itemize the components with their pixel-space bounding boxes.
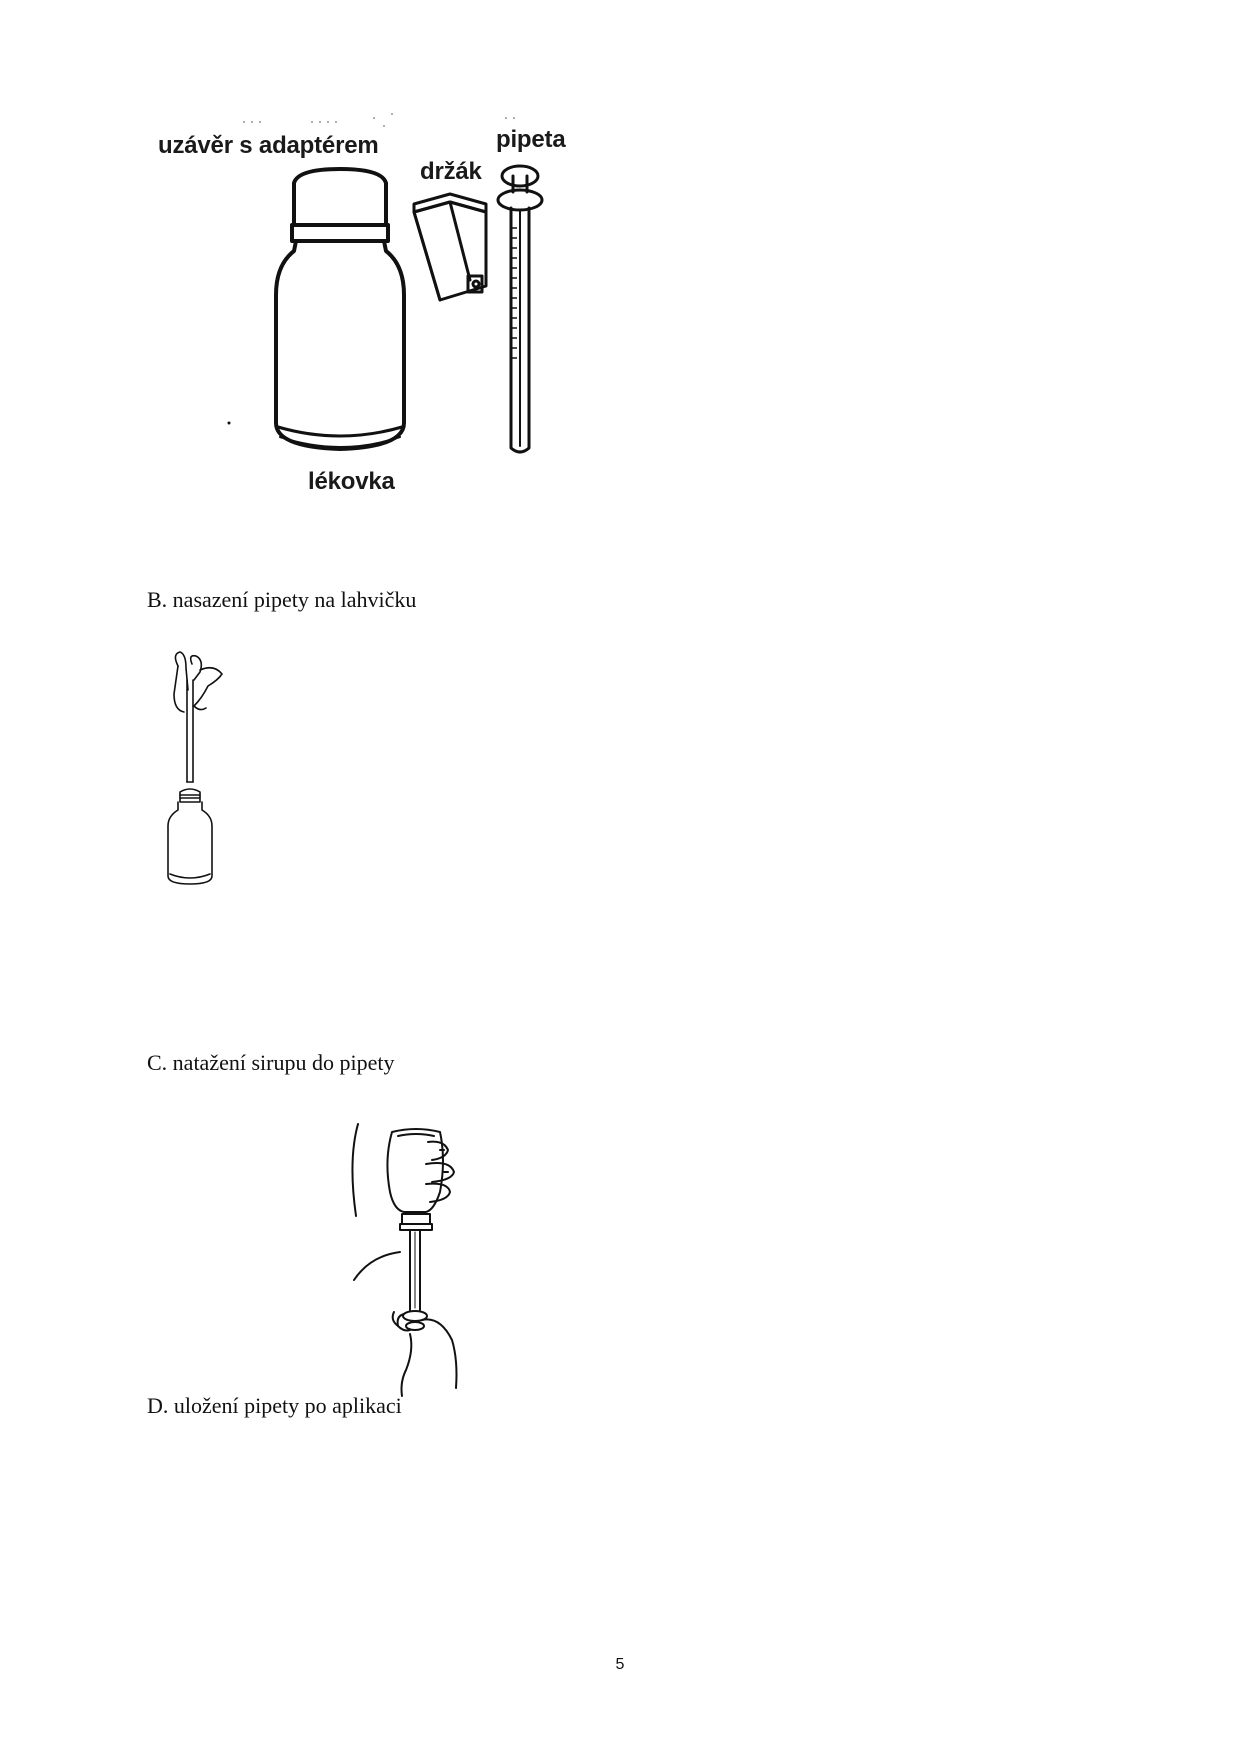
caption-c: C. natažení sirupu do pipety xyxy=(147,1050,395,1075)
page-number: 5 xyxy=(615,1656,625,1673)
label-cap-with-adapter: uzávěr s adaptérem xyxy=(158,132,379,159)
bottle-with-cap-illustration xyxy=(270,165,410,465)
stray-dot xyxy=(226,420,232,426)
label-bottle: lékovka xyxy=(308,468,395,495)
label-pipette: pipeta xyxy=(496,126,566,153)
figure-draw-syrup xyxy=(340,1120,480,1400)
caption-d: D. uložení pipety po aplikaci xyxy=(147,1393,402,1418)
pipette-illustration xyxy=(495,158,555,458)
label-holder: držák xyxy=(420,158,482,185)
holder-illustration xyxy=(410,190,500,310)
figure-insert-pipette xyxy=(160,650,260,890)
caption-b: B. nasazení pipety na lahvičku xyxy=(147,587,417,612)
dotted-artifacts xyxy=(0,0,620,140)
